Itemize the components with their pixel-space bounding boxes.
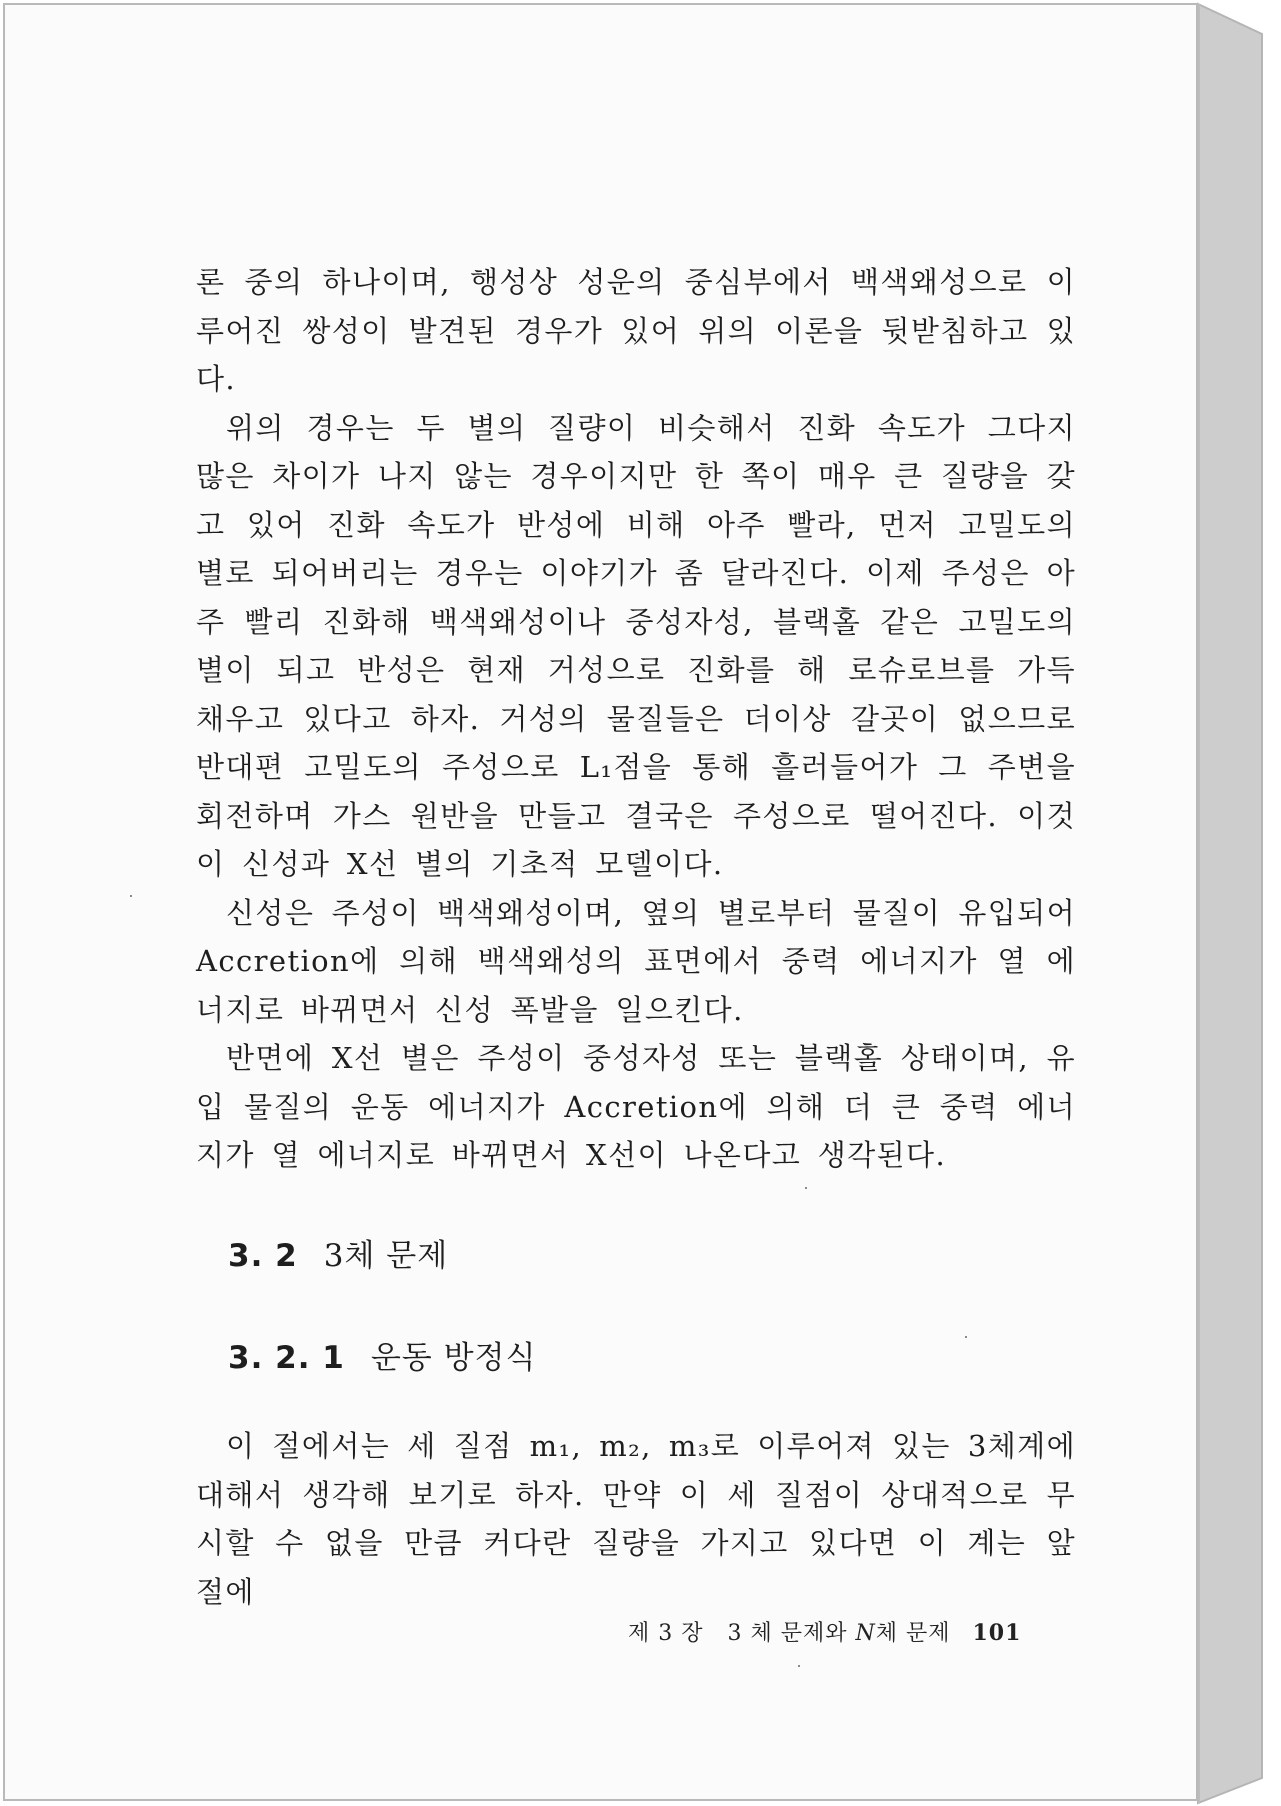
footer-chapter: 제 3 장 [628, 1621, 704, 1646]
footer-title-part2: 체 문제 [875, 1621, 951, 1646]
paragraph-2: 위의 경우는 두 별의 질량이 비슷해서 진화 속도가 그다지 많은 차이가 나지 않는 경우이지만 한 쪽이 매우 큰 질량을 갖고 있어 진화 속도가 반성에 비해 아주 빨라, 먼저 고밀도의 별로 되어버리는 경우는 이야기가 좀 달라진다. 이제 주성은 아주 빨리 진화해 백색왜성이나 중성자성, 블랙홀 같은 고밀도의 별이 되고 반성은 현재 거성으로 진화를 해 로슈로브를 가득 채우고 있다고 하자. 거성의 물질들은 더이상 갈곳이 없으므로 반대편 고밀도의 주성으로 L₁점을 통해 흘러들어가 그 주변을 회전하며 가스 원반을 만들고 결국은 주성으로 떨어진다. 이것이 신성과 X선 별의 기초적 모델이다. [196, 410, 1077, 881]
running-footer [628, 1616, 1021, 1647]
footer-title-part1: 3 체 문제와 [727, 1621, 848, 1646]
section-heading [228, 1230, 448, 1275]
section-number: 3. 2 [228, 1238, 298, 1274]
page-number: 101 [972, 1620, 1022, 1646]
paragraph-1: 론 중의 하나이며, 행성상 성운의 중심부에서 백색왜성으로 이루어진 쌍성이 발견된 경우가 있어 위의 이론을 뒷받침하고 있다. [196, 265, 1076, 396]
scan-speck [798, 1665, 800, 1667]
scan-speck [805, 1187, 807, 1189]
body-text [196, 258, 1076, 1180]
subsection-title: 운동 방정식 [370, 1340, 537, 1376]
paragraph-4: 반면에 X선 별은 주성이 중성자성 또는 블랙홀 상태이며, 유입 물질의 운동 에너지가 Accretion에 의해 더 큰 중력 에너지가 열 에너지로 바뀌면서 X선이 나온다고 생각된다. [196, 1041, 1076, 1172]
scan-speck [130, 895, 132, 897]
subsection-paragraph-1: 이 절에서는 세 질점 m₁, m₂, m₃로 이루어져 있는 3체계에 대해서 생각해 보기로 하자. 만약 이 세 질점이 상대적으로 무시할 수 없을 만큼 커다란 질량을 가지고 있다면 이 계는 앞 절에 [196, 1429, 1076, 1609]
paragraph-3: 신성은 주성이 백색왜성이며, 옆의 별로부터 물질이 유입되어 Accretion에 의해 백색왜성의 표면에서 중력 에너지가 열 에너지로 바뀌면서 신성 폭발을 일으킨다. [196, 895, 1076, 1027]
footer-title-italic: N [855, 1621, 876, 1646]
scan-speck [965, 1336, 967, 1338]
subsection-heading [228, 1332, 536, 1377]
subsection-number: 3. 2. 1 [228, 1340, 345, 1376]
section-title: 3체 문제 [323, 1238, 449, 1274]
subsection-body [196, 1422, 1076, 1616]
